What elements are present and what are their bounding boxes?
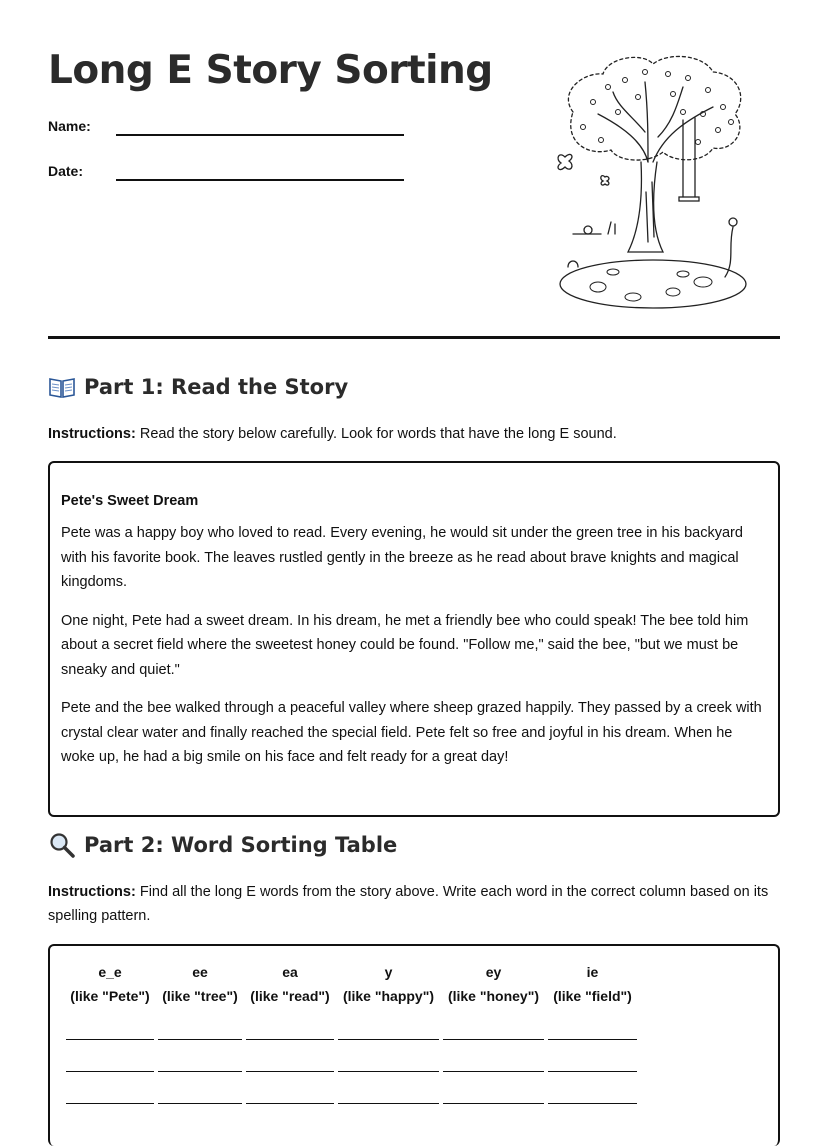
story-paragraph: Pete and the bee walked through a peaceful valley where sheep grazed happily. They passed by a creek with crystal clear water and finally reached the special field. Pete felt so free and joyful in his dream. When he woke up, he had a big smile on his face and felt ready for a great day! — [61, 700, 762, 765]
answer-blank[interactable] — [246, 1041, 334, 1072]
tree-with-swing-icon — [553, 52, 753, 314]
magnifying-glass-icon — [48, 832, 76, 858]
column-header-y: y (like "happy") — [342, 964, 435, 1004]
story-title: Pete's Sweet Dream — [61, 493, 199, 509]
answer-blank[interactable] — [66, 1041, 154, 1072]
part1-heading — [48, 374, 348, 400]
story-paragraph: One night, Pete had a sweet dream. In his dream, he met a friendly bee who could speak! The bee told him about a secret field where the sweetest honey could be found. "Follow me," said the bee, "but we must be sneaky and quiet." — [61, 612, 749, 678]
table-header-row — [66, 960, 637, 1008]
sorting-table — [62, 960, 641, 1104]
answer-blank[interactable] — [338, 1041, 439, 1072]
answer-blank[interactable] — [338, 1073, 439, 1104]
open-book-icon — [48, 374, 76, 400]
table-row — [66, 1040, 637, 1072]
column-header-ie: ie (like "field") — [553, 964, 632, 1004]
date-field — [48, 163, 408, 187]
date-write-line[interactable] — [116, 179, 404, 181]
answer-blank[interactable] — [246, 1073, 334, 1104]
answer-blank[interactable] — [443, 1041, 544, 1072]
page-title: Long E Story Sorting — [48, 48, 493, 93]
answer-blank[interactable] — [246, 1009, 334, 1040]
answer-blank[interactable] — [443, 1073, 544, 1104]
part1-instructions-text: Read the story below carefully. Look for words that have the long E sound. — [135, 426, 617, 442]
story-paragraph: Pete was a happy boy who loved to read. Every evening, he would sit under the green tree in his backyard with his favorite book. The leaves rustled gently in the breeze as he read about brave knights and magical kingdoms. — [61, 525, 743, 590]
story-box — [48, 461, 780, 817]
part1-instructions-label: Instructions: — [48, 426, 136, 442]
part2-instructions — [48, 880, 780, 928]
name-label: Name: — [48, 118, 91, 134]
column-header-e_e: e_e (like "Pete") — [70, 964, 150, 1004]
table-row — [66, 1008, 637, 1040]
column-header-ea: ea (like "read") — [250, 964, 330, 1004]
answer-blank[interactable] — [548, 1009, 637, 1040]
header-divider — [48, 336, 780, 339]
part2-instructions-text: Find all the long E words from the story above. Write each word in the correct column based on its spelling pattern. — [48, 884, 769, 924]
part1-instructions — [48, 422, 780, 446]
answer-blank[interactable] — [158, 1009, 242, 1040]
answer-blank[interactable] — [158, 1041, 242, 1072]
column-header-ee: ee (like "tree") — [162, 964, 238, 1004]
answer-blank[interactable] — [338, 1009, 439, 1040]
part2-instructions-label: Instructions: — [48, 884, 136, 900]
answer-blank[interactable] — [66, 1073, 154, 1104]
column-header-ey: ey (like "honey") — [447, 964, 540, 1004]
answer-blank[interactable] — [548, 1041, 637, 1072]
sorting-table-box — [48, 944, 780, 1146]
name-field — [48, 118, 408, 142]
answer-blank[interactable] — [443, 1009, 544, 1040]
answer-blank[interactable] — [158, 1073, 242, 1104]
date-label: Date: — [48, 163, 84, 179]
answer-blank[interactable] — [548, 1073, 637, 1104]
part2-heading-text: Part 2: Word Sorting Table — [84, 833, 398, 857]
table-row — [66, 1072, 637, 1104]
name-write-line[interactable] — [116, 134, 404, 136]
part2-heading — [48, 832, 397, 858]
part1-heading-text: Part 1: Read the Story — [84, 375, 349, 399]
answer-blank[interactable] — [66, 1009, 154, 1040]
